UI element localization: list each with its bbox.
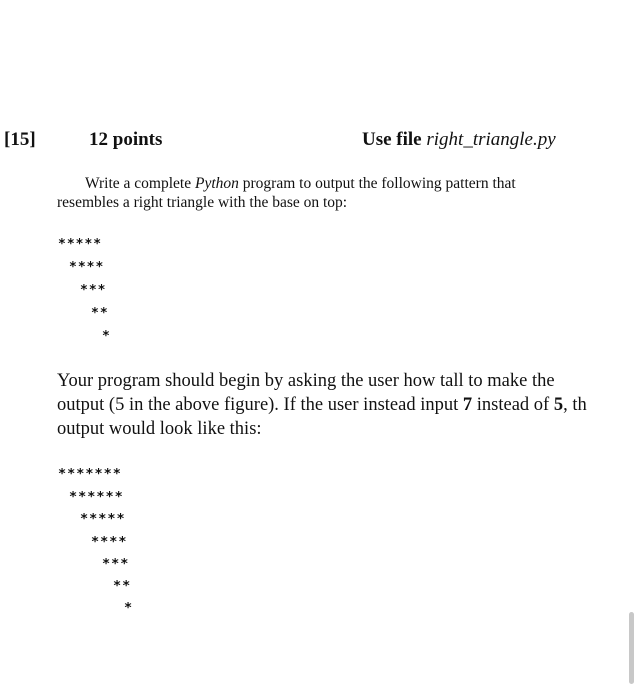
pattern2-row: *** — [102, 556, 130, 572]
file-name: right_triangle.py — [426, 129, 556, 150]
pattern2-row: * — [124, 600, 134, 616]
use-file-instruction — [362, 129, 556, 151]
followup-line-2 — [57, 393, 587, 417]
intro-text-b: program to output the following pattern that — [238, 175, 516, 192]
use-file-label: Use file — [362, 129, 422, 150]
intro-line-1 — [85, 174, 516, 193]
followup-line-1: Your program should begin by asking the user how tall to make the — [57, 371, 555, 391]
pattern1-row: ** — [91, 306, 109, 321]
followup-text-a: output (5 in the above figure). If the user instead input — [57, 395, 463, 415]
pattern1-row: *** — [80, 283, 107, 298]
followup-text-e: , th — [563, 395, 587, 415]
points-label: 12 points — [89, 129, 163, 150]
pattern1-row: ***** — [58, 237, 103, 252]
pattern2-row: ** — [113, 578, 132, 594]
pattern2-row: ***** — [80, 511, 126, 527]
pattern1-row: * — [102, 329, 111, 344]
followup-line-3: output would look like this: — [57, 419, 262, 439]
python-word: Python — [194, 175, 239, 192]
intro-line-2: resembles a right triangle with the base on top: — [57, 194, 348, 211]
pattern2-row: ******* — [58, 466, 122, 482]
followup-text-c: instead of — [472, 395, 554, 415]
vertical-scrollbar[interactable] — [629, 612, 634, 684]
height-value-5: 5 — [553, 395, 564, 415]
intro-text-a: Write a complete — [85, 175, 195, 192]
height-value-7: 7 — [462, 395, 473, 415]
pattern2-row: **** — [91, 534, 128, 550]
pattern2-row: ****** — [69, 489, 124, 505]
pattern1-row: **** — [69, 260, 105, 275]
question-number: [15] — [4, 129, 36, 150]
